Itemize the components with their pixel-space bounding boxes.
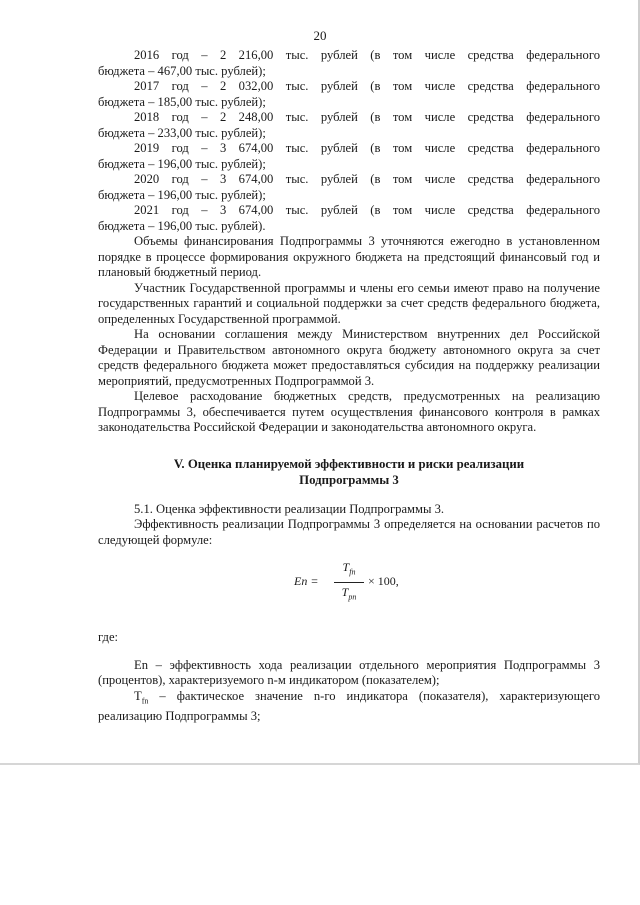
subsection-5-1: 5.1. Оценка эффективности реализации Подпрограммы 3. [134,501,445,516]
formula-lhs: En = [294,574,319,588]
funding-tail: бюджета – 467,00 тыс. рублей); [98,63,266,78]
funding-tail: бюджета – 233,00 тыс. рублей); [98,125,266,140]
paragraph-participant-rights: Участник Государственной программы и члены его семьи имеют право на получение государственных гарантий и социальной поддержки за счет средств федерального бюджета, определенных Государственной программой. [98,280,600,326]
funding-line: 2019 год – 3 674,00 тыс. рублей (в том числе средства федерального [134,141,600,155]
funding-list [98,48,600,234]
funding-tail: бюджета – 196,00 тыс. рублей); [98,187,266,202]
funding-line: 2017 год – 2 032,00 тыс. рублей (в том числе средства федерального [134,79,600,93]
blank-area [0,765,640,905]
formula-rhs: × 100, [368,574,399,588]
page-number: 20 [313,28,327,43]
funding-tail: бюджета – 196,00 тыс. рублей). [98,218,266,233]
funding-line: 2020 год – 3 674,00 тыс. рублей (в том числе средства федерального [134,172,600,186]
section-heading-line1: V. Оценка планируемой эффективности и риски реализации [173,456,525,471]
spacer [98,646,600,658]
funding-line: 2018 год – 2 248,00 тыс. рублей (в том числе средства федерального [134,110,600,124]
funding-line: 2021 год – 3 674,00 тыс. рублей (в том числе средства федерального [134,203,600,217]
paragraph-financing-volumes: Объемы финансирования Подпрограммы 3 уточняются ежегодно в установленном порядке в процессе формирования окружного бюджета на предстоящий финансовый год и плановый бюджетный период. [98,234,600,279]
paragraph-agreement: На основании соглашения между Министерством внутренних дел Российской Федерации и Правительством автономного округа бюджету автономного округа за счет средств федерального бюджета может предоставляться субсидия на поддержку реализации мероприятий, предусмотренных Подпрограммой 3. [98,327,600,388]
funding-line: 2016 год – 2 216,00 тыс. рублей (в том числе средства федерального [134,48,600,62]
funding-tail: бюджета – 185,00 тыс. рублей); [98,94,266,109]
funding-tail: бюджета – 196,00 тыс. рублей); [98,156,266,171]
paragraph-targeted-spending: Целевое расходование бюджетных средств, предусмотренных на реализацию Подпрограммы 3, обеспечивается путем осуществления финансового контроля в рамках законодательства Российской Федерации и законодательства автономного округа. [98,389,600,434]
section-heading [98,456,600,488]
where-label: где: [98,630,119,644]
formula-fraction [334,560,364,605]
formula-numerator: $T_{fn}$ [334,560,364,583]
definition-en: En – эффективность хода реализации отдельного мероприятия Подпрограммы 3 (процентов), характеризуемого n-м индикатором (показателем); [98,657,600,687]
definition-tfn: $T_{fn}$ – фактическое значение n-го индикатора (показателя), характеризующего реализацию Подпрограммы 3; [98,688,600,723]
page-content [98,48,600,724]
formula-denominator: $T_{pn}$ [341,584,357,602]
paragraph-formula-intro: Эффективность реализации Подпрограммы 3 определяется на основании расчетов по следующей формуле: [98,517,600,547]
section-heading-line2: Подпрограммы 3 [299,472,399,487]
efficiency-formula [98,556,600,620]
